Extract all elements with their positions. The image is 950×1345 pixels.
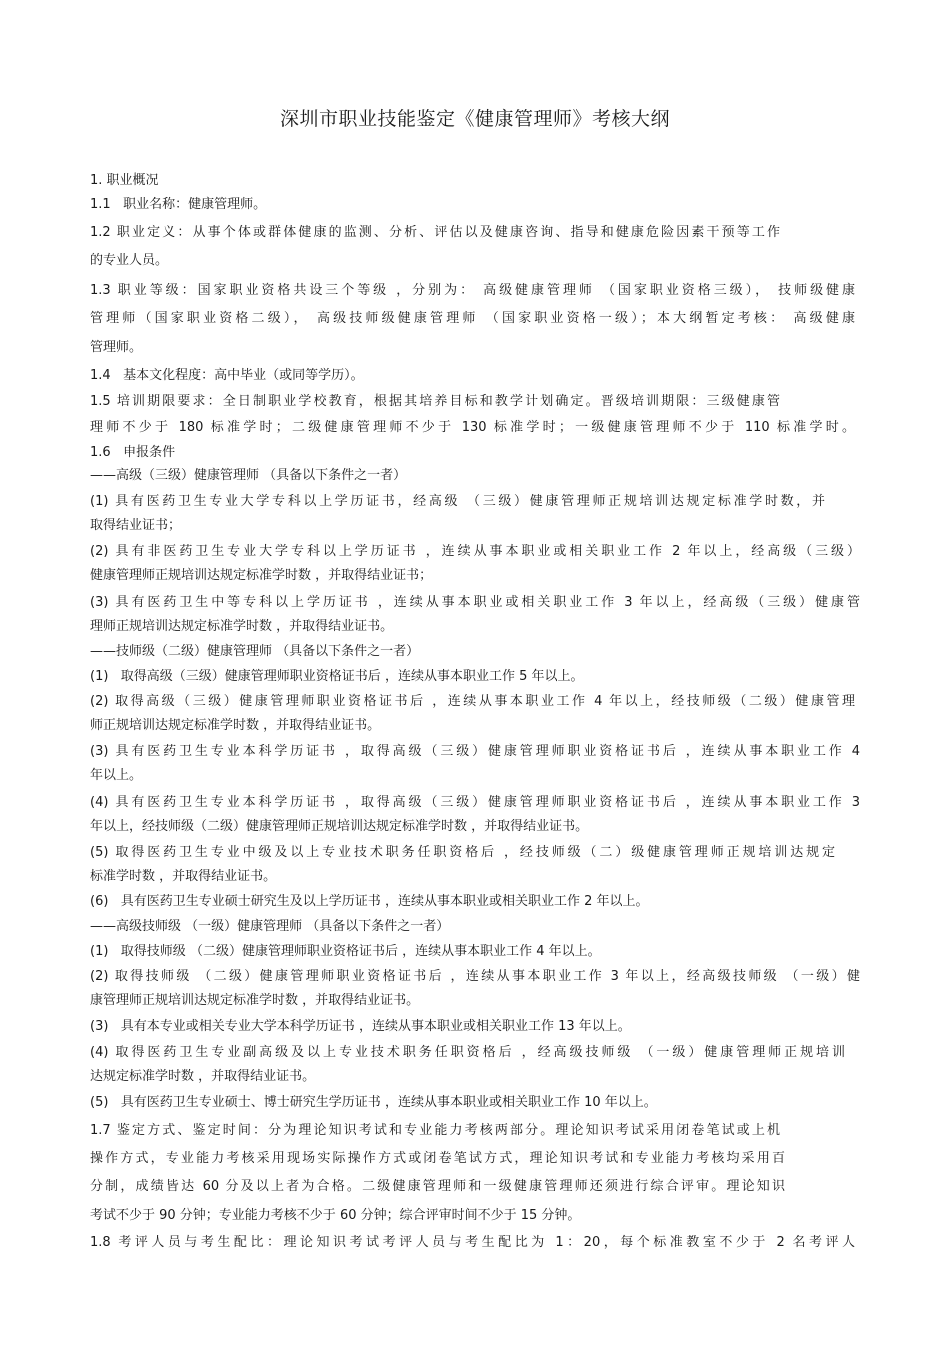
text-line: (1) 取得技师级 （二级）健康管理师职业资格证书后 ，连续从事本职业工作 4 年以上。 <box>90 944 601 959</box>
text-line: 1.4 基本文化程度：高中毕业（或同等学历）。 <box>90 368 364 383</box>
text-line: 的专业人员。 <box>90 253 169 268</box>
text-line: ——高级（三级）健康管理师 （具备以下条件之一者） <box>90 468 407 483</box>
text-line: 理师不少于 180 标准学时；二级健康管理师不少于 130 标准学时；一级健康管理师不少于 110 标准学时。 <box>90 420 855 435</box>
text-line: 师正规培训达规定标准学时数 ，并取得结业证书。 <box>90 718 381 733</box>
text-line: 年以上，经技师级（二级）健康管理师正规培训达规定标准学时数 ，并取得结业证书。 <box>90 819 589 834</box>
text-line: (1) 取得高级（三级）健康管理师职业资格证书后 ，连续从事本职业工作 5 年以上。 <box>90 669 584 684</box>
text-line: 标准学时数 ，并取得结业证书。 <box>90 869 277 884</box>
text-line: 1.5 培训期限要求：全日制职业学校教育，根据其培养目标和教学计划确定。晋级培训期限：三级健康管 <box>90 394 780 409</box>
text-line: 1.3 职业等级：国家职业资格共设三个等级 ，分别为： 高级健康管理师 （国家职业资格三级）， 技师级健康 <box>90 283 855 298</box>
text-line: 1.6 申报条件 <box>90 445 176 460</box>
text-line: 康管理师正规培训达规定标准学时数 ，并取得结业证书。 <box>90 993 420 1008</box>
text-line: (6) 具有医药卫生专业硕士研究生及以上学历证书 ，连续从事本职业或相关职业工作 2 年以上。 <box>90 894 649 909</box>
text-line: (2) 取得高级（三级）健康管理师职业资格证书后 ，连续从事本职业工作 4 年以上，经技师级（二级）健康管理 <box>90 694 855 709</box>
text-line: 1.2 职业定义：从事个体或群体健康的监测、分析、评估以及健康咨询、指导和健康危险因素干预等工作 <box>90 225 780 240</box>
text-line: 达规定标准学时数 ，并取得结业证书。 <box>90 1069 316 1084</box>
text-line: ——技师级（二级）健康管理师 （具备以下条件之一者） <box>90 644 420 659</box>
text-line: (4) 具有医药卫生专业本科学历证书 ，取得高级（三级）健康管理师职业资格证书后 ，连续从事本职业工作 3 <box>90 795 860 810</box>
text-line: 1. 职业概况 <box>90 173 159 188</box>
text-line: 年以上。 <box>90 768 143 783</box>
text-line: 1.1 职业名称：健康管理师。 <box>90 197 267 212</box>
text-line: 管理师（国家职业资格二级）， 高级技师级健康管理师 （国家职业资格一级）；本大纲暂定考核： 高级健康 <box>90 311 855 326</box>
text-line: 考试不少于 90 分钟；专业能力考核不少于 60 分钟；综合评审时间不少于 15 分钟。 <box>90 1208 581 1223</box>
text-line: (3) 具有医药卫生中等专科以上学历证书 ，连续从事本职业或相关职业工作 3 年以上，经高级（三级）健康管 <box>90 595 860 610</box>
text-line: (2) 具有非医药卫生专业大学专科以上学历证书 ，连续从事本职业或相关职业工作 2 年以上，经高级（三级） <box>90 544 860 559</box>
text-line: (5) 取得医药卫生专业中级及以上专业技术职务任职资格后 ，经技师级（二）级健康管理师正规培训达规定 <box>90 845 835 860</box>
text-line: ——高级技师级 （一级）健康管理师 （具备以下条件之一者） <box>90 919 450 934</box>
text-line: (5) 具有医药卫生专业硕士、博士研究生学历证书 ，连续从事本职业或相关职业工作 10 年以上。 <box>90 1095 657 1110</box>
text-line: 1.8 考评人员与考生配比：理论知识考试考评人员与考生配比为 1：20，每个标准教室不少于 2 名考评人 <box>90 1235 855 1250</box>
text-line: 健康管理师正规培训达规定标准学时数 ，并取得结业证书； <box>90 568 433 583</box>
text-line: 理师正规培训达规定标准学时数 ，并取得结业证书。 <box>90 619 394 634</box>
page-title: 深圳市职业技能鉴定《健康管理师》考核大纲 <box>279 108 670 130</box>
text-line: 1.7 鉴定方式、鉴定时间：分为理论知识考试和专业能力考核两部分。理论知识考试采用闭卷笔试或上机 <box>90 1123 780 1138</box>
text-line: (3) 具有本专业或相关专业大学本科学历证书 ，连续从事本职业或相关职业工作 13 年以上。 <box>90 1019 631 1034</box>
text-line: 管理师。 <box>90 340 143 355</box>
text-line: 取得结业证书； <box>90 518 182 533</box>
text-line: (3) 具有医药卫生专业本科学历证书 ，取得高级（三级）健康管理师职业资格证书后 ，连续从事本职业工作 4 <box>90 744 860 759</box>
text-line: (2) 取得技师级 （二级）健康管理师职业资格证书后 ，连续从事本职业工作 3 年以上，经高级技师级 （一级）健 <box>90 969 860 984</box>
text-line: 操作方式，专业能力考核采用现场实际操作方式或闭卷笔试方式，理论知识考试和专业能力考核均采用百 <box>90 1151 785 1166</box>
text-line: 分制，成绩皆达 60 分及以上者为合格。二级健康管理师和一级健康管理师还须进行综合评审。理论知识 <box>90 1179 785 1194</box>
text-line: (1) 具有医药卫生专业大学专科以上学历证书，经高级 （三级）健康管理师正规培训达规定标准学时数，并 <box>90 494 825 509</box>
text-line: (4) 取得医药卫生专业副高级及以上专业技术职务任职资格后 ，经高级技师级 （一级）健康管理师正规培训 <box>90 1045 845 1060</box>
